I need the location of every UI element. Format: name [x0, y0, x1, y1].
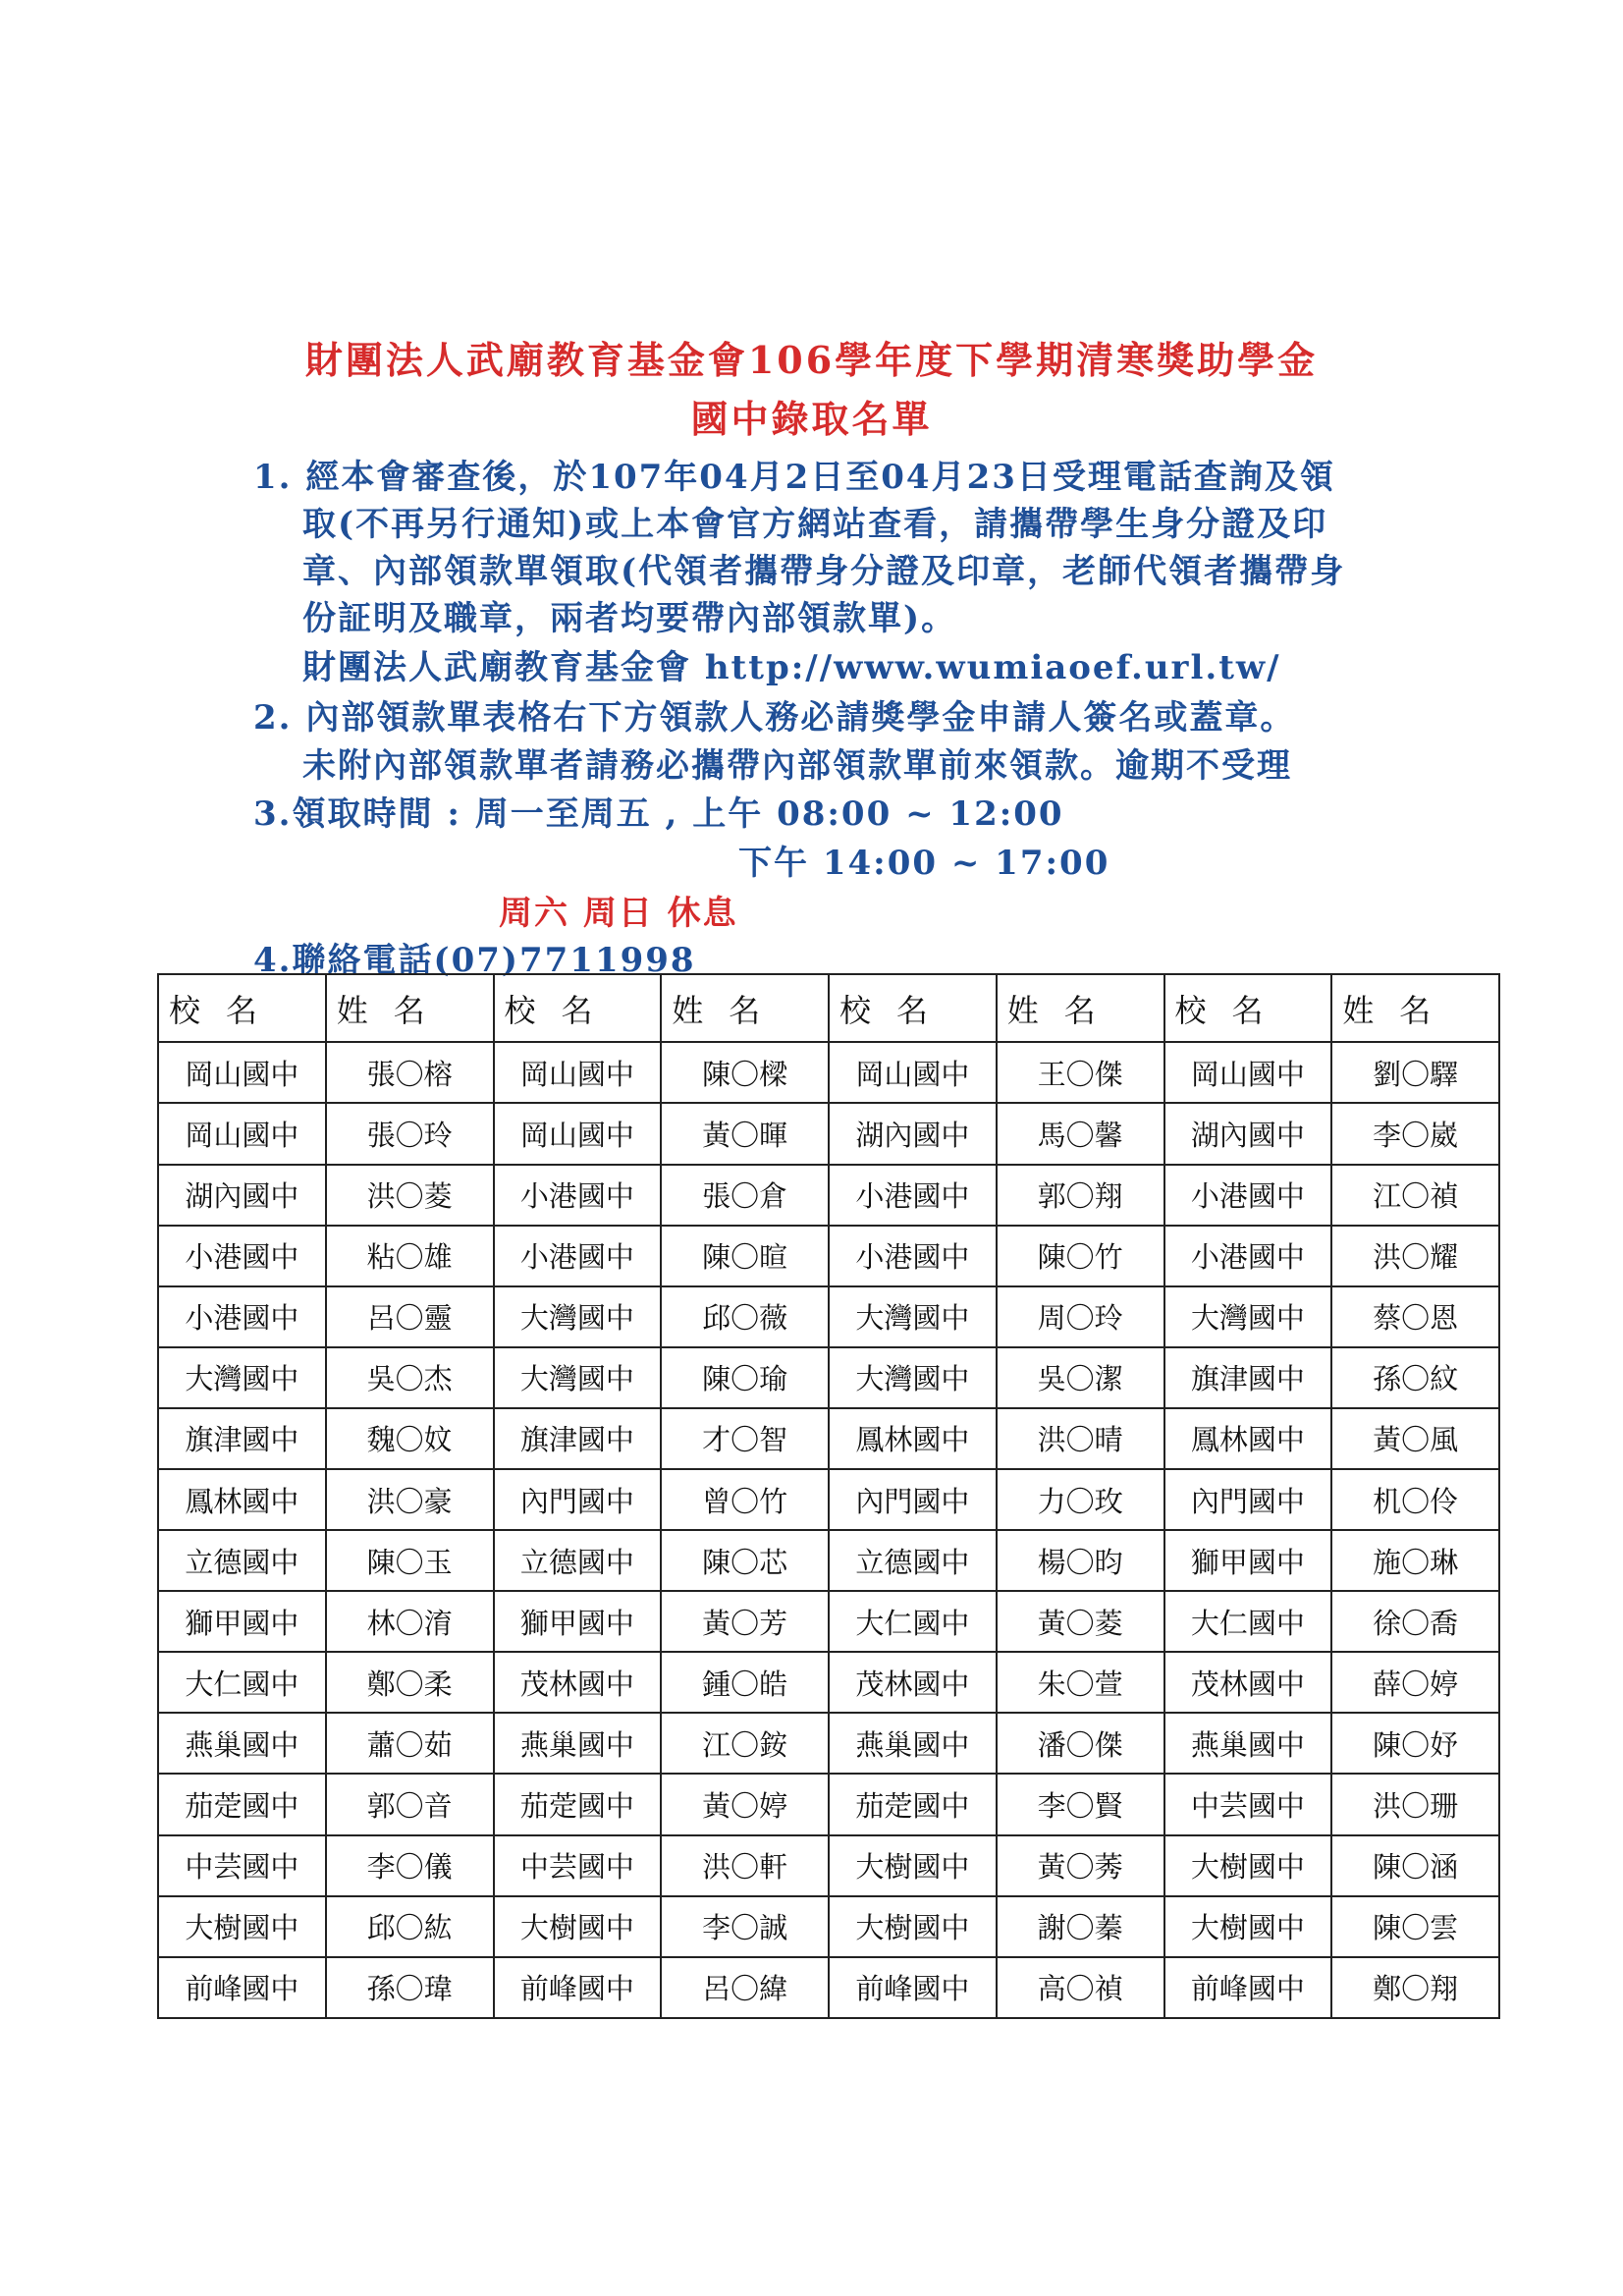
school-name-header: 校名 [158, 974, 326, 1042]
student-name-cell: 洪〇豪 [326, 1469, 494, 1530]
school-name-cell: 大灣國中 [158, 1347, 326, 1408]
student-name-cell: 黃〇婷 [661, 1774, 829, 1834]
student-name-cell: 李〇誠 [661, 1896, 829, 1957]
school-name-cell: 大樹國中 [1164, 1896, 1332, 1957]
school-name-cell: 小港國中 [829, 1226, 997, 1286]
school-name-cell: 大灣國中 [829, 1347, 997, 1408]
school-name-cell: 大樹國中 [494, 1896, 662, 1957]
school-name-cell: 內門國中 [1164, 1469, 1332, 1530]
table-row [158, 1713, 1499, 1774]
school-name-cell: 立德國中 [829, 1530, 997, 1591]
student-name-cell: 洪〇晴 [997, 1408, 1164, 1469]
school-name-cell: 燕巢國中 [1164, 1713, 1332, 1774]
table-row [158, 1896, 1499, 1957]
student-name-cell: 陳〇瑜 [661, 1347, 829, 1408]
student-name-cell: 蔡〇恩 [1331, 1286, 1499, 1347]
school-name-cell: 岡山國中 [494, 1103, 662, 1164]
student-name-cell: 黃〇芳 [661, 1591, 829, 1652]
school-name-cell: 大仁國中 [158, 1652, 326, 1713]
school-name-cell: 茂林國中 [494, 1652, 662, 1713]
school-name-cell: 茄萣國中 [829, 1774, 997, 1834]
school-name-cell: 內門國中 [829, 1469, 997, 1530]
school-name-cell: 茂林國中 [1164, 1652, 1332, 1713]
student-name-cell: 力〇玫 [997, 1469, 1164, 1530]
school-name-cell: 岡山國中 [494, 1042, 662, 1103]
student-name-cell: 陳〇暄 [661, 1226, 829, 1286]
school-name-cell: 大仁國中 [829, 1591, 997, 1652]
student-name-cell: 施〇琳 [1331, 1530, 1499, 1591]
student-name-cell: 陳〇芯 [661, 1530, 829, 1591]
student-name-cell: 粘〇雄 [326, 1226, 494, 1286]
student-name-cell: 陳〇玉 [326, 1530, 494, 1591]
school-name-cell: 大樹國中 [158, 1896, 326, 1957]
student-name-cell: 孫〇紋 [1331, 1347, 1499, 1408]
school-name-cell: 獅甲國中 [494, 1591, 662, 1652]
school-name-cell: 小港國中 [494, 1226, 662, 1286]
school-name-cell: 湖內國中 [1164, 1103, 1332, 1164]
school-name-cell: 大樹國中 [1164, 1835, 1332, 1896]
school-name-cell: 鳳林國中 [829, 1408, 997, 1469]
student-name-cell: 陳〇樑 [661, 1042, 829, 1103]
school-name-cell: 湖內國中 [829, 1103, 997, 1164]
school-name-cell: 中芸國中 [494, 1835, 662, 1896]
school-name-cell: 小港國中 [1164, 1226, 1332, 1286]
notice-item1-line1: 1. 經本會審查後，於107年04月2日至04月23日受理電話查詢及領 [253, 458, 1335, 497]
document-title: 財團法人武廟教育基金會106學年度下學期清寒獎助學金 [304, 338, 1319, 382]
school-name-cell: 獅甲國中 [1164, 1530, 1332, 1591]
student-name-cell: 鍾〇皓 [661, 1652, 829, 1713]
school-name-cell: 前峰國中 [494, 1957, 662, 2018]
student-name-cell: 朱〇萱 [997, 1652, 1164, 1713]
student-name-cell: 魏〇妏 [326, 1408, 494, 1469]
student-name-cell: 洪〇珊 [1331, 1774, 1499, 1834]
school-name-cell: 岡山國中 [829, 1042, 997, 1103]
school-name-cell: 燕巢國中 [829, 1713, 997, 1774]
student-name-cell: 洪〇軒 [661, 1835, 829, 1896]
table-row [158, 1591, 1499, 1652]
school-name-cell: 旗津國中 [494, 1408, 662, 1469]
school-name-cell: 中芸國中 [1164, 1774, 1332, 1834]
student-name-cell: 馬〇馨 [997, 1103, 1164, 1164]
school-name-header: 校名 [829, 974, 997, 1042]
table-row [158, 1286, 1499, 1347]
student-name-cell: 林〇淯 [326, 1591, 494, 1652]
school-name-cell: 旗津國中 [158, 1408, 326, 1469]
student-name-cell: 曾〇竹 [661, 1469, 829, 1530]
school-name-cell: 大灣國中 [494, 1286, 662, 1347]
school-name-cell: 立德國中 [494, 1530, 662, 1591]
table-header-row [158, 974, 1499, 1042]
student-name-cell: 洪〇菱 [326, 1165, 494, 1226]
student-name-cell: 江〇銨 [661, 1713, 829, 1774]
student-name-cell: 劉〇驛 [1331, 1042, 1499, 1103]
student-name-header: 姓名 [661, 974, 829, 1042]
school-name-cell: 前峰國中 [829, 1957, 997, 2018]
student-name-cell: 吳〇潔 [997, 1347, 1164, 1408]
student-name-header: 姓名 [1331, 974, 1499, 1042]
notice-item2-line1: 2. 內部領款單表格右下方領款人務必請獎學金申請人簽名或蓋章。 [253, 698, 1296, 738]
notice-item1-line2: 取(不再另行通知)或上本會官方網站查看，請攜帶學生身分證及印 [302, 505, 1328, 544]
student-name-cell: 陳〇雲 [1331, 1896, 1499, 1957]
school-name-cell: 岡山國中 [158, 1103, 326, 1164]
student-name-cell: 謝〇蓁 [997, 1896, 1164, 1957]
student-name-cell: 黃〇暉 [661, 1103, 829, 1164]
notice-item1-line4: 份証明及職章，兩者均要帶內部領款單)。 [302, 599, 957, 638]
table-row [158, 1835, 1499, 1896]
student-name-header: 姓名 [326, 974, 494, 1042]
student-name-cell: 陳〇妤 [1331, 1713, 1499, 1774]
student-name-cell: 呂〇靈 [326, 1286, 494, 1347]
school-name-cell: 中芸國中 [158, 1835, 326, 1896]
student-name-cell: 黃〇菱 [997, 1591, 1164, 1652]
table-row [158, 1652, 1499, 1713]
student-name-cell: 王〇傑 [997, 1042, 1164, 1103]
student-name-cell: 呂〇緯 [661, 1957, 829, 2018]
student-name-cell: 才〇智 [661, 1408, 829, 1469]
school-name-cell: 鳳林國中 [158, 1469, 326, 1530]
school-name-cell: 大樹國中 [829, 1896, 997, 1957]
school-name-cell: 鳳林國中 [1164, 1408, 1332, 1469]
table-row [158, 1469, 1499, 1530]
student-name-cell: 江〇禎 [1331, 1165, 1499, 1226]
table-row [158, 1408, 1499, 1469]
student-name-cell: 孫〇瑋 [326, 1957, 494, 2018]
school-name-cell: 前峰國中 [1164, 1957, 1332, 2018]
table-row [158, 1774, 1499, 1834]
school-name-cell: 大灣國中 [829, 1286, 997, 1347]
student-name-cell: 李〇賢 [997, 1774, 1164, 1834]
student-name-cell: 潘〇傑 [997, 1713, 1164, 1774]
student-name-cell: 周〇玲 [997, 1286, 1164, 1347]
student-name-cell: 黃〇莠 [997, 1835, 1164, 1896]
school-name-cell: 燕巢國中 [494, 1713, 662, 1774]
school-name-cell: 岡山國中 [158, 1042, 326, 1103]
table-row [158, 1165, 1499, 1226]
school-name-cell: 茂林國中 [829, 1652, 997, 1713]
student-name-cell: 陳〇涵 [1331, 1835, 1499, 1896]
student-name-cell: 張〇榕 [326, 1042, 494, 1103]
school-name-cell: 茄萣國中 [158, 1774, 326, 1834]
student-name-cell: 郭〇音 [326, 1774, 494, 1834]
school-name-cell: 獅甲國中 [158, 1591, 326, 1652]
student-name-cell: 薛〇婷 [1331, 1652, 1499, 1713]
table-row [158, 1042, 1499, 1103]
student-name-cell: 机〇伶 [1331, 1469, 1499, 1530]
notice-item1-line3: 章、內部領款單領取(代領者攜帶身分證及印章，老師代領者攜帶身 [302, 552, 1346, 591]
student-name-cell: 黃〇風 [1331, 1408, 1499, 1469]
collection-time-weekend: 周六 周日 休息 [499, 894, 738, 933]
table-row [158, 1347, 1499, 1408]
school-name-cell: 大樹國中 [829, 1835, 997, 1896]
student-name-cell: 張〇倉 [661, 1165, 829, 1226]
student-name-cell: 吳〇杰 [326, 1347, 494, 1408]
student-name-cell: 邱〇薇 [661, 1286, 829, 1347]
school-name-cell: 旗津國中 [1164, 1347, 1332, 1408]
student-name-cell: 郭〇翔 [997, 1165, 1164, 1226]
student-name-header: 姓名 [997, 974, 1164, 1042]
school-name-cell: 大灣國中 [494, 1347, 662, 1408]
student-name-cell: 陳〇竹 [997, 1226, 1164, 1286]
notice-item2-line2: 未附內部領款單者請務必攜帶內部領款單前來領款。逾期不受理 [302, 746, 1292, 786]
school-name-cell: 茄萣國中 [494, 1774, 662, 1834]
student-name-cell: 高〇禎 [997, 1957, 1164, 2018]
table-row [158, 1530, 1499, 1591]
school-name-cell: 小港國中 [158, 1286, 326, 1347]
school-name-cell: 小港國中 [829, 1165, 997, 1226]
foundation-website: 財團法人武廟教育基金會 http://www.wumiaoef.url.tw/ [302, 648, 1281, 687]
contact-phone: 4.聯絡電話(07)7711998 [253, 941, 696, 980]
student-name-cell: 洪〇耀 [1331, 1226, 1499, 1286]
school-name-header: 校名 [1164, 974, 1332, 1042]
student-name-cell: 鄭〇柔 [326, 1652, 494, 1713]
student-name-cell: 蕭〇茹 [326, 1713, 494, 1774]
school-name-cell: 湖內國中 [158, 1165, 326, 1226]
school-name-cell: 前峰國中 [158, 1957, 326, 2018]
student-name-cell: 楊〇昀 [997, 1530, 1164, 1591]
document-subtitle: 國中錄取名單 [690, 397, 933, 441]
table-row [158, 1957, 1499, 2018]
school-name-cell: 內門國中 [494, 1469, 662, 1530]
table-row [158, 1103, 1499, 1164]
student-name-cell: 李〇崴 [1331, 1103, 1499, 1164]
school-name-cell: 大灣國中 [1164, 1286, 1332, 1347]
student-name-cell: 鄭〇翔 [1331, 1957, 1499, 2018]
school-name-cell: 立德國中 [158, 1530, 326, 1591]
student-name-cell: 張〇玲 [326, 1103, 494, 1164]
admission-table [157, 973, 1500, 2019]
student-name-cell: 徐〇喬 [1331, 1591, 1499, 1652]
school-name-cell: 小港國中 [494, 1165, 662, 1226]
collection-time-afternoon: 下午 14:00 ~ 17:00 [738, 844, 1110, 883]
school-name-cell: 岡山國中 [1164, 1042, 1332, 1103]
school-name-cell: 小港國中 [158, 1226, 326, 1286]
school-name-cell: 大仁國中 [1164, 1591, 1332, 1652]
school-name-cell: 燕巢國中 [158, 1713, 326, 1774]
school-name-header: 校名 [494, 974, 662, 1042]
collection-time-weekday: 3.領取時間 : 周一至周五 , 上午 08:00 ~ 12:00 [253, 794, 1064, 834]
school-name-cell: 小港國中 [1164, 1165, 1332, 1226]
table-row [158, 1226, 1499, 1286]
student-name-cell: 李〇儀 [326, 1835, 494, 1896]
student-name-cell: 邱〇紘 [326, 1896, 494, 1957]
